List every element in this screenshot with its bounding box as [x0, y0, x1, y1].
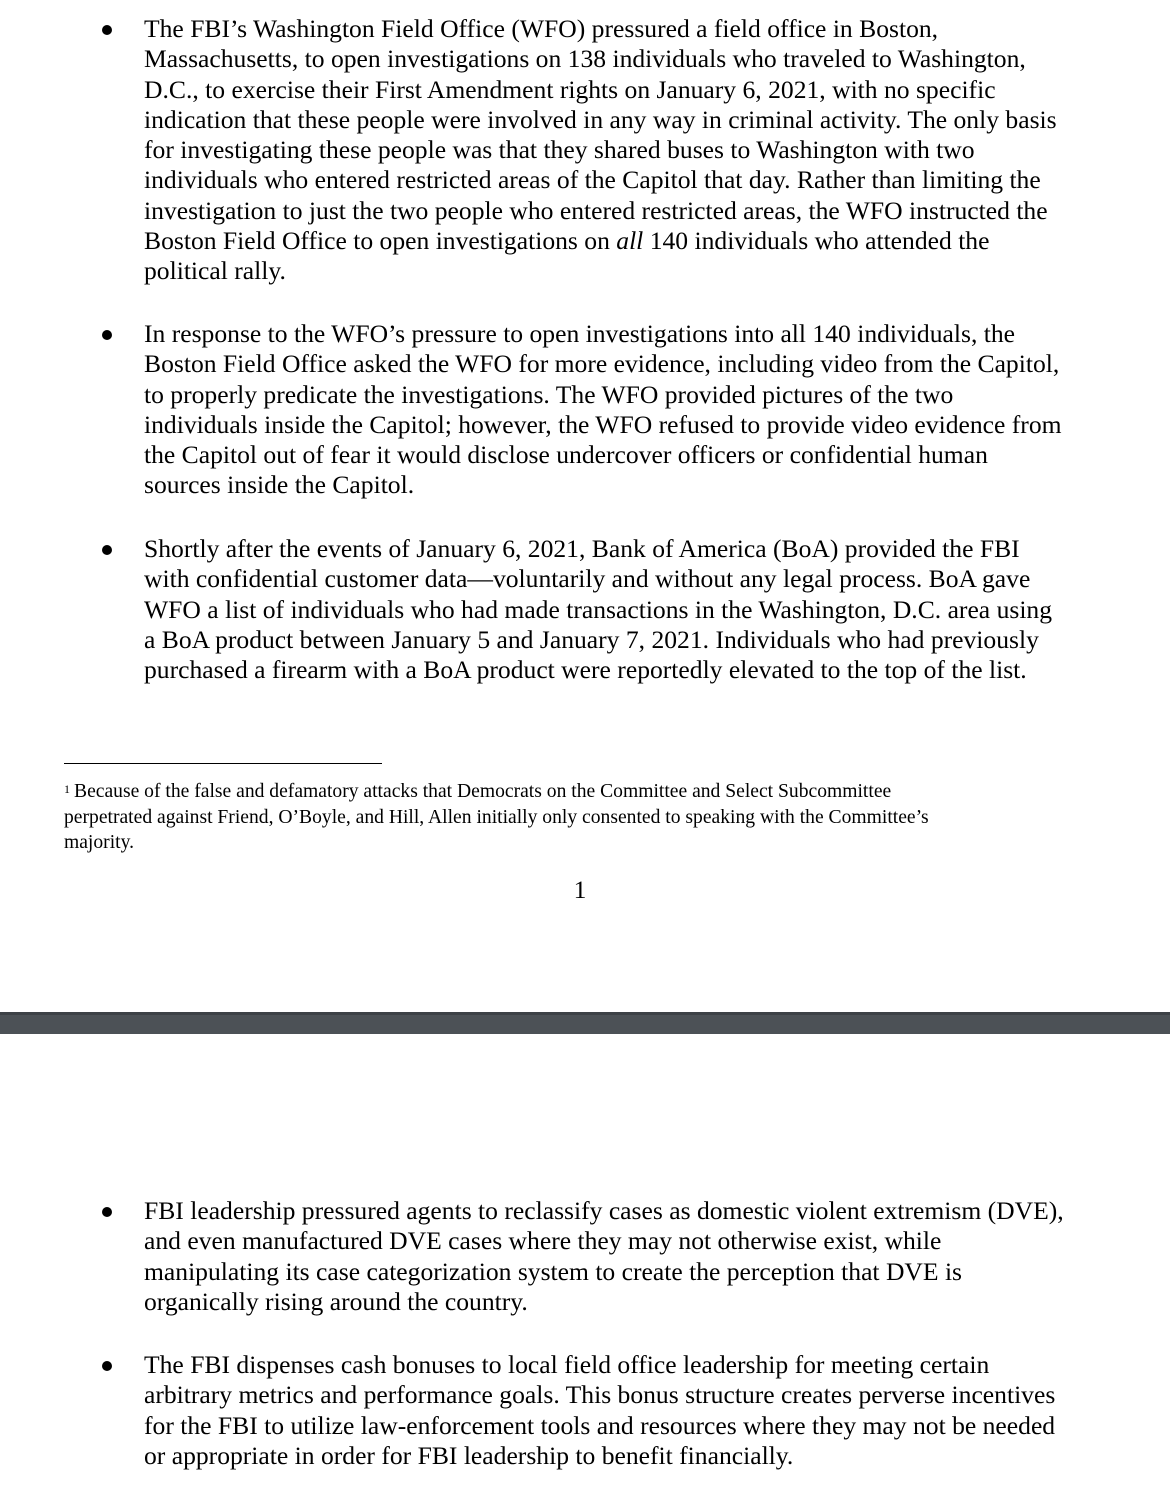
- text-line: for investigating these people was that they shared buses to Washington with two: [144, 135, 975, 165]
- footnote-separator-rule: [64, 763, 382, 764]
- text-line: for the FBI to utilize law-enforcement tools and resources where they may not be needed: [144, 1410, 1056, 1440]
- document-page-2: [0, 1034, 1170, 1500]
- text-line: Massachusetts, to open investigations on 138 individuals who traveled to Washington,: [144, 44, 1026, 74]
- bullet-paragraph: [144, 319, 1104, 501]
- footnote-marker: 1: [64, 782, 70, 796]
- bullet-dot-icon: [102, 545, 112, 555]
- footnote-line: majority.: [64, 832, 135, 853]
- footnote-line: perpetrated against Friend, O’Boyle, and Hill, Allen initially only consented to speaking with the Committee’s: [64, 806, 929, 828]
- footnote-1: [64, 779, 1064, 856]
- page-break-bar: [0, 1012, 1170, 1034]
- bullet-dot-icon: [102, 1361, 112, 1371]
- text-line: the Capitol out of fear it would disclose undercover officers or confidential human: [144, 440, 988, 470]
- bullet-dot-icon: [102, 330, 112, 340]
- text-line: or appropriate in order for FBI leadership to benefit financially.: [144, 1440, 794, 1470]
- text-line: purchased a firearm with a BoA product were reportedly elevated to the top of the list.: [144, 655, 1027, 685]
- text-line: Boston Field Office to open investigations on: [144, 226, 617, 256]
- text-line: political rally.: [144, 256, 286, 286]
- text-line: The FBI dispenses cash bonuses to local field office leadership for meeting certain: [144, 1350, 990, 1379]
- page-number: 1: [573, 875, 587, 904]
- text-line: Shortly after the events of January 6, 2021, Bank of America (BoA) provided the FBI: [144, 534, 1020, 563]
- text-line: The FBI’s Washington Field Office (WFO) pressured a field office in Boston,: [144, 14, 939, 43]
- text-line: manipulating its case categorization system to create the perception that DVE is: [144, 1256, 963, 1286]
- text-line: with confidential customer data—voluntarily and without any legal process. BoA gave: [144, 564, 1031, 594]
- text-line: Boston Field Office asked the WFO for more evidence, including video from the Capitol,: [144, 349, 1060, 379]
- bullet-paragraph: [144, 1196, 1104, 1317]
- text-line: D.C., to exercise their First Amendment rights on January 6, 2021, with no specific: [144, 74, 996, 104]
- page-break-shadow: [0, 1012, 1170, 1015]
- text-line: FBI leadership pressured agents to reclassify cases as domestic violent extremism (DVE),: [144, 1196, 1064, 1225]
- text-line: arbitrary metrics and performance goals. This bonus structure creates perverse incentives: [144, 1380, 1056, 1410]
- bullet-paragraph: [144, 1350, 1104, 1471]
- bullet-dot-icon: [102, 25, 112, 35]
- bullet-dot-icon: [102, 1207, 112, 1217]
- text-line: organically rising around the country.: [144, 1286, 528, 1316]
- text-line: individuals who entered restricted areas of the Capitol that day. Rather than limiting the: [144, 165, 1041, 195]
- text-line: WFO a list of individuals who had made transactions in the Washington, D.C. area using: [144, 594, 1053, 624]
- footnote-line: Because of the false and defamatory attacks that Democrats on the Committee and Select Subcommittee: [74, 781, 892, 802]
- text-line: a BoA product between January 5 and January 7, 2021. Individuals who had previously: [144, 624, 1039, 654]
- bullet-paragraph: [144, 534, 1104, 685]
- text-line: 140 individuals who attended the: [643, 226, 990, 256]
- bullet-paragraph: [144, 14, 1104, 287]
- text-line: investigation to just the two people who entered restricted areas, the WFO instructed the: [144, 195, 1048, 225]
- text-line: individuals inside the Capitol; however, the WFO refused to provide video evidence from: [144, 409, 1062, 439]
- text-line: indication that these people were involved in any way in criminal activity. The only basis: [144, 104, 1057, 134]
- text-line: and even manufactured DVE cases where they may not otherwise exist, while: [144, 1226, 942, 1256]
- text-line: In response to the WFO’s pressure to open investigations into all 140 individuals, the: [144, 319, 1016, 348]
- text-line: sources inside the Capitol.: [144, 470, 415, 500]
- emphasis-all: all: [616, 226, 644, 256]
- text-line: to properly predicate the investigations. The WFO provided pictures of the two: [144, 379, 954, 409]
